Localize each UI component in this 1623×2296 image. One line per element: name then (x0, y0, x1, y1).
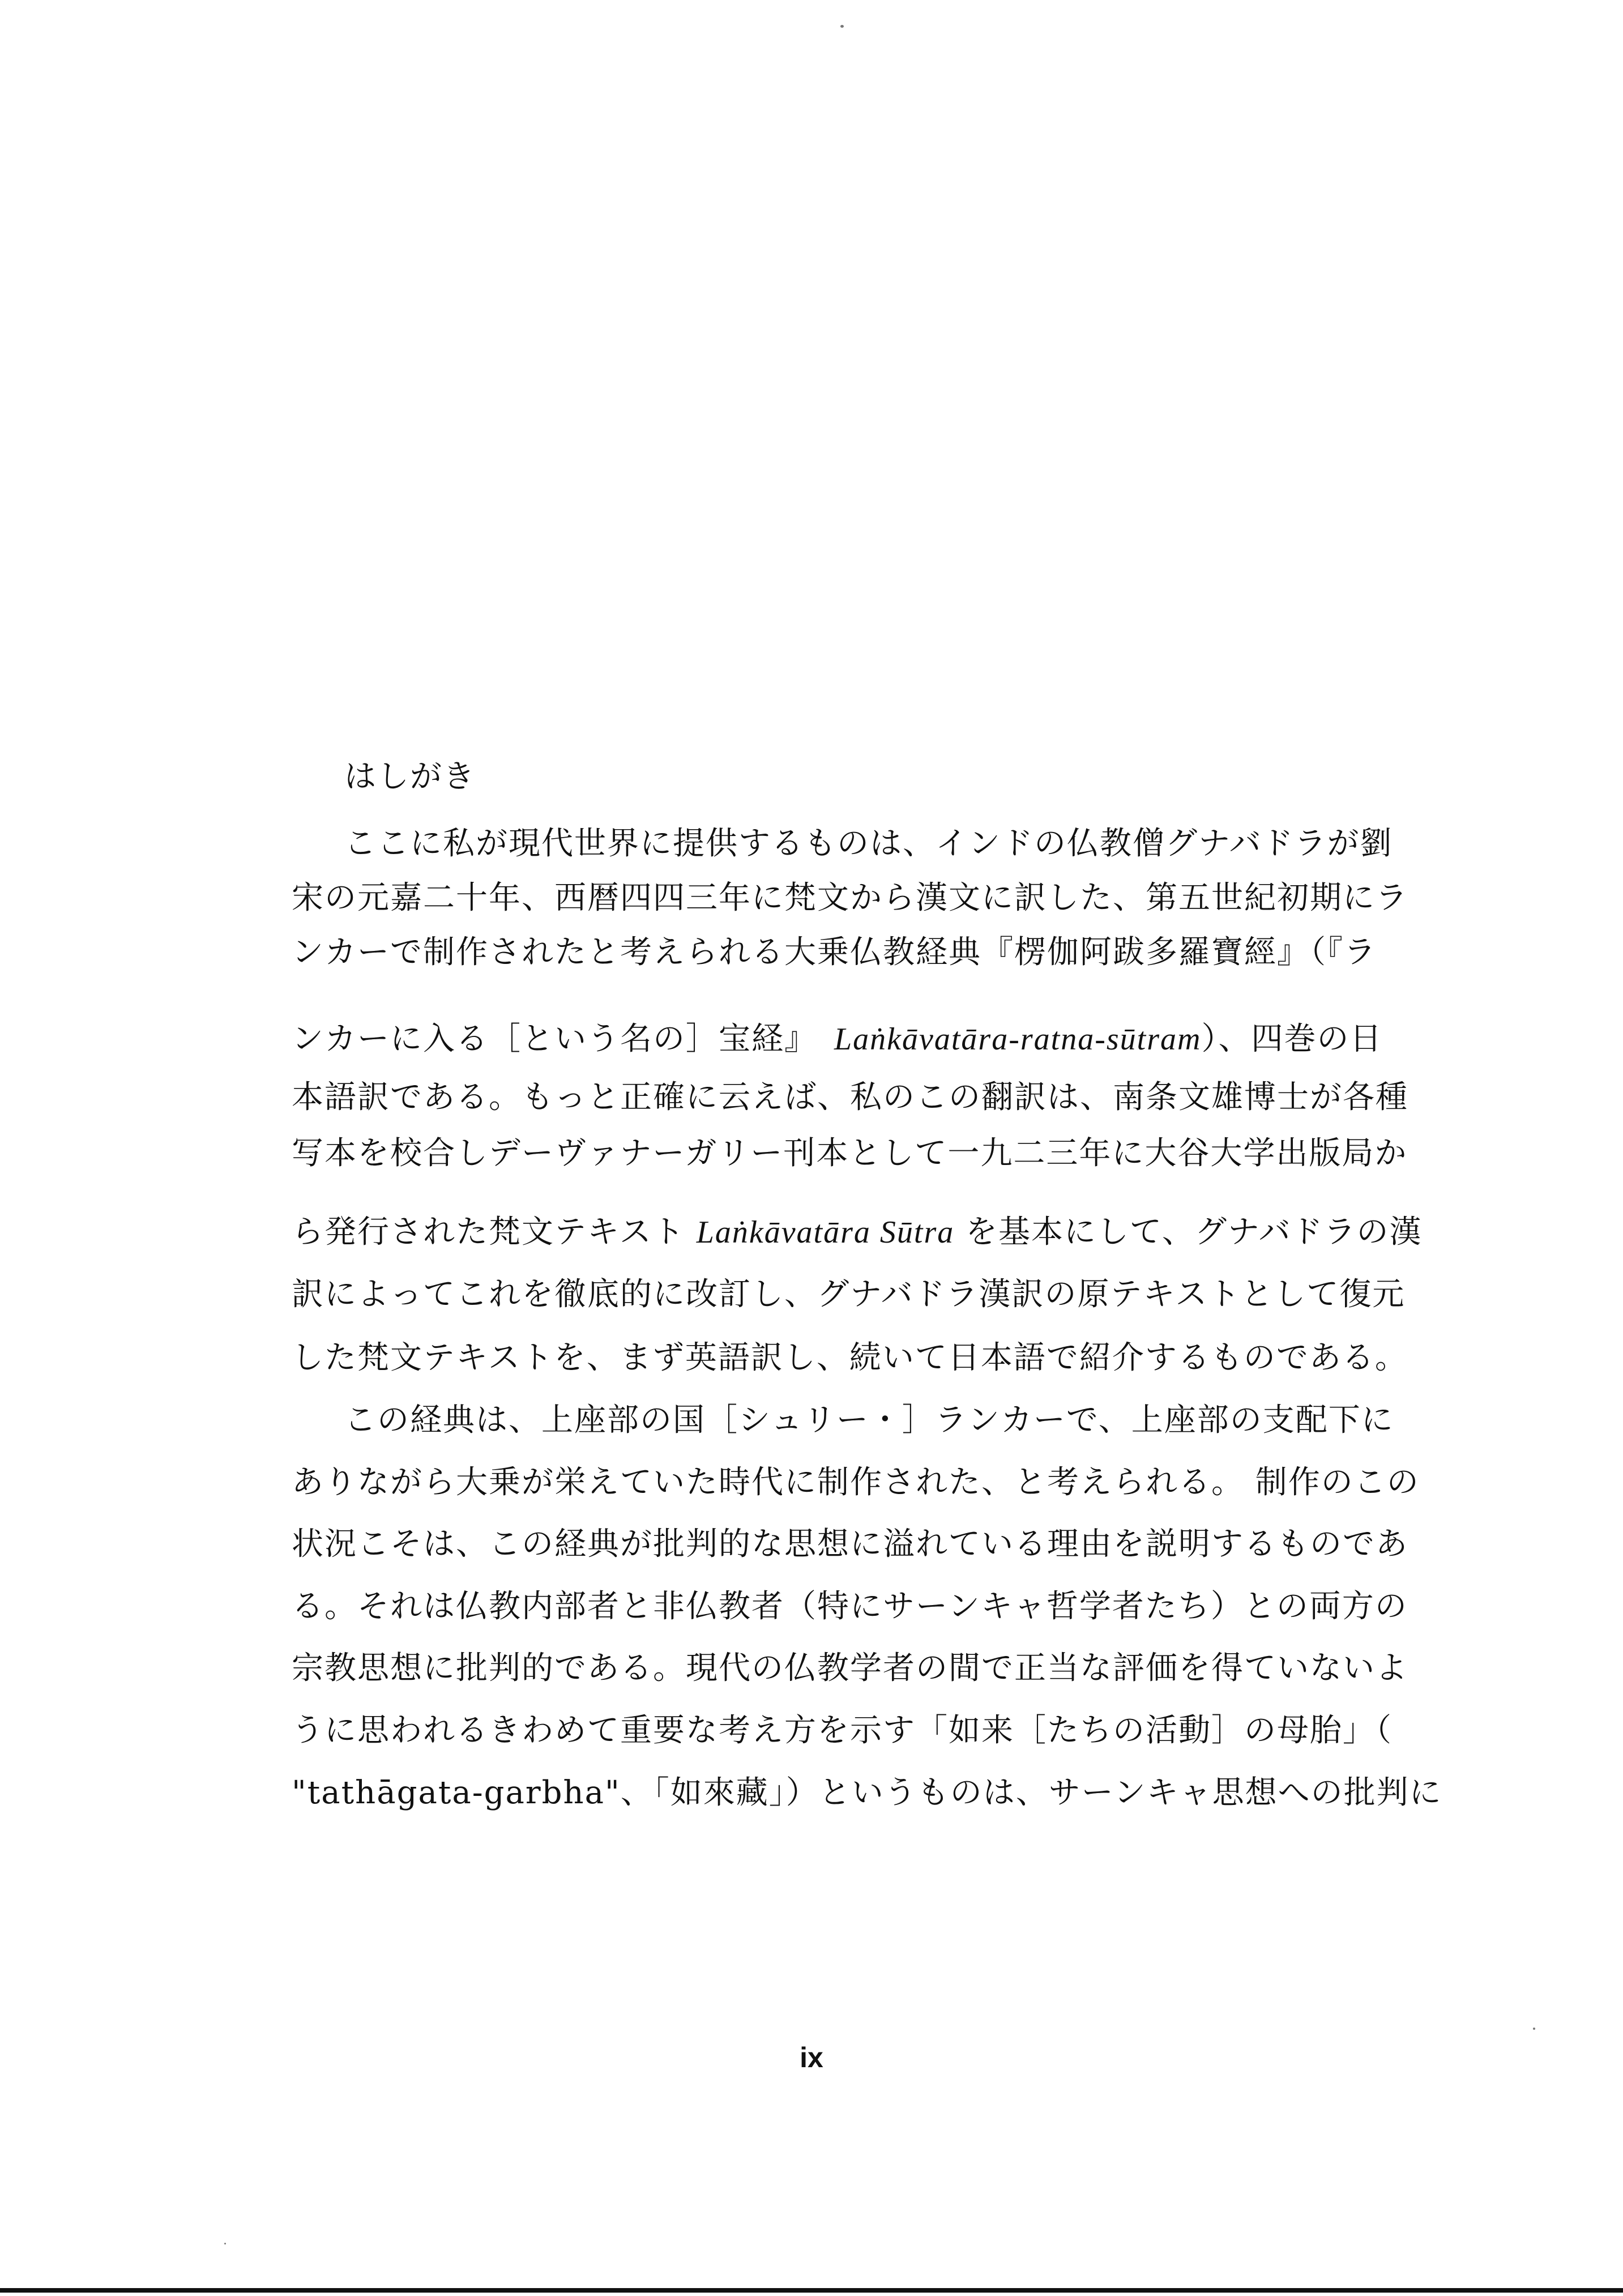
paragraph-2-line-2: ありながら大乗が栄えていた時代に制作された、と考えられる。 制作のこの (292, 1464, 1420, 1501)
paragraph-2-line-3: 状況こそは、この経典が批判的な思想に溢れている理由を説明するものであ (292, 1526, 1408, 1563)
paragraph-2-line-4: る。それは仏教内部者と非仏教者（特にサーンキャ哲学者たち）との両方の (292, 1588, 1408, 1625)
page-heading: はしがき (344, 758, 476, 795)
paragraph-1-line-7 (292, 1209, 1423, 1256)
paragraph-1-line-3: ンカーで制作されたと考えられる大乗仏教経典『楞伽阿跋多羅寶經』（『ラ (292, 934, 1377, 971)
scan-speck (224, 2243, 226, 2244)
paragraph-2-line-5: 宗教思想に批判的である。現代の仏教学者の間で正当な評価を得ていないよ (292, 1650, 1408, 1687)
line-text-after: を基本にして、グナバドラの漢 (954, 1214, 1423, 1251)
line-text-before: ンカーに入る［という名の］宝経』 (292, 1021, 834, 1057)
paragraph-1-line-9: した梵文テキストを、まず英語訳し、続いて日本語で紹介するものである。 (292, 1339, 1408, 1376)
paragraph-1-line-4 (292, 1015, 1383, 1063)
sanskrit-title-italic: Laṅkāvatāra-ratna-sūtram (834, 1022, 1202, 1057)
paragraph-1-line-2: 宋の元嘉二十年、西暦四四三年に梵文から漢文に訳した、第五世紀初期にラ (292, 880, 1408, 916)
paragraph-1-line-5: 本語訳である。もっと正確に云えば、私のこの翻訳は、南条文雄博士が各種 (292, 1079, 1408, 1116)
sanskrit-title-italic: Laṅkāvatāra Sūtra (696, 1215, 955, 1250)
paragraph-1-line-6: 写本を校合しデーヴァナーガリー刊本として一九二三年に大谷大学出版局か (292, 1135, 1408, 1172)
line-text-before: ら発行された梵文テキスト (292, 1214, 697, 1251)
paragraph-2-line-7: "tathāgata-garbha"、「如來藏」）というものは、サーンキャ思想への批判に (292, 1774, 1442, 1811)
page-number: ix (800, 2042, 823, 2073)
bottom-edge-rule (0, 2288, 1623, 2293)
line-text-after: ）、四巻の日 (1201, 1021, 1383, 1057)
scan-speck (1533, 2028, 1535, 2030)
paragraph-1-line-1: ここに私が現代世界に提供するものは、インドの仏教僧グナバドラが劉 (344, 825, 1393, 862)
paragraph-1-line-8: 訳によってこれを徹底的に改訂し、グナバドラ漢訳の原テキストとして復元 (292, 1276, 1406, 1313)
scan-speck (840, 25, 844, 28)
paragraph-2-line-6: うに思われるきわめて重要な考え方を示す「如来［たちの活動］の母胎」（ (292, 1712, 1393, 1749)
paragraph-2-line-1: この経典は、上座部の国［シュリー・］ランカーで、上座部の支配下に (344, 1402, 1394, 1439)
